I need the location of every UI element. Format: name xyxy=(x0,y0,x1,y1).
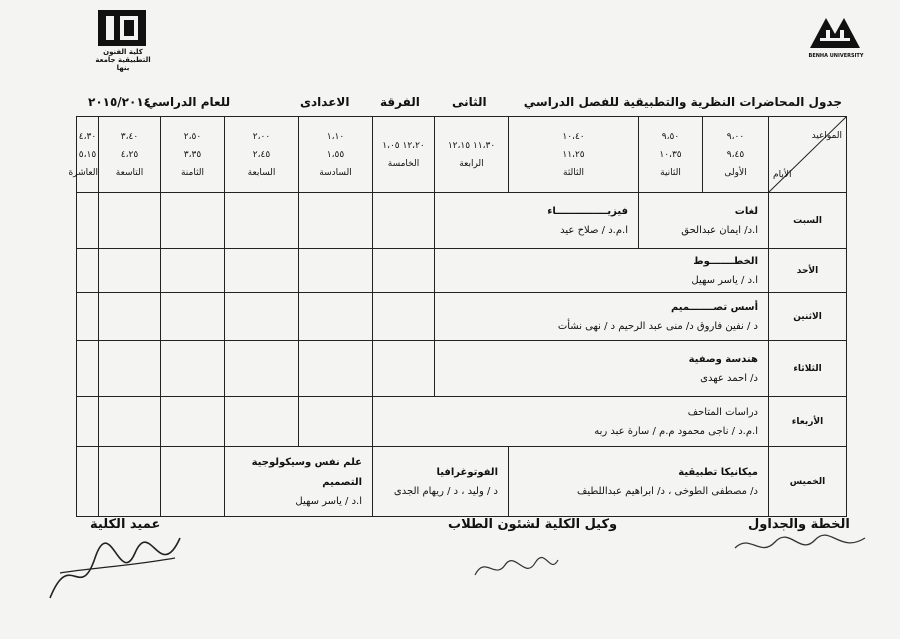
vice-dean-label: وكيل الكلية لشئون الطلاب xyxy=(448,517,618,532)
monday-design-cell: أسس تصـــــــميم د / نفين فاروق د/ منى عبد الرحيم د / نهى نشأت xyxy=(435,293,769,341)
grade-label: الفرقة xyxy=(380,95,420,109)
saturday-languages-cell: لغات ا.د/ ايمان عبدالحق xyxy=(639,193,769,249)
vice-dean-signature xyxy=(470,545,560,585)
schedule-table xyxy=(68,116,847,517)
period-header-6: ١،١٠ ١،٥٥ السادسة xyxy=(299,117,373,193)
college-caption: كلية الفنون التطبيقية جامعة بنها xyxy=(95,48,151,72)
thursday-mechanics-cell: ميكانيكا تطبيقية د/ مصطفى الطوخى ، د/ ابراهيم عبداللطيف xyxy=(509,447,769,517)
period-header-3: ١٠،٤٠ ١١،٢٥ الثالثة xyxy=(509,117,639,193)
semester: الثانى xyxy=(452,95,487,109)
days-label: الأيام xyxy=(773,170,792,180)
university-caption: BENHA UNIVERSITY xyxy=(808,53,864,59)
sunday-calligraphy-cell: الخطـــــــوط ا.د / ياسر سهيل xyxy=(435,249,769,293)
wednesday-museums-cell: دراسات المتاحف ا.م.د / ناجى محمود م.م / سارة عبد ربه xyxy=(373,397,769,447)
period-header-8: ٢،٥٠ ٣،٣٥ الثامنة xyxy=(161,117,225,193)
thursday-photography-cell: الفوتوغرافيا د / وليد ، د / ريهام الجدى xyxy=(373,447,509,517)
day-tuesday: الثلاثاء xyxy=(769,341,847,397)
day-saturday: السبت xyxy=(769,193,847,249)
day-sunday: الأحد xyxy=(769,249,847,293)
planning-label: الخطة والجداول xyxy=(748,517,850,532)
thursday-psychology-cell: علم نفس وسيكولوجية التصميم ا.د / ياسر سهيل xyxy=(225,447,373,517)
saturday-physics-cell: فيزيـــــــــــــــاء ا.م.د / صلاح عيد xyxy=(435,193,639,249)
period-header-5: ١٢،٢٠ ١،٠٥ الخامسة xyxy=(373,117,435,193)
tuesday-geometry-cell: هندسة وصفية د/ احمد عهدى xyxy=(435,341,769,397)
day-thursday: الخميس xyxy=(769,447,847,517)
period-header-4: ١١،٣٠ ١٢،١٥ الرابعة xyxy=(435,117,509,193)
period-header-9: ٣،٤٠ ٤،٢٥ التاسعة xyxy=(99,117,161,193)
period-header-7: ٢،٠٠ ٢،٤٥ السابعة xyxy=(225,117,299,193)
day-wednesday: الأربعاء xyxy=(769,397,847,447)
dean-signature xyxy=(40,528,190,608)
period-header-2: ٩،٥٠ ١٠،٣٥ الثانية xyxy=(639,117,703,193)
grade: الاعدادى xyxy=(300,95,350,109)
academic-year: ٢٠١٥/٢٠١٤ xyxy=(88,95,151,109)
period-header-10: ٤،٣٠ ٥،١٥ العاشرة xyxy=(77,117,99,193)
dean-label: عميد الكلية xyxy=(90,517,161,532)
times-label: المواعيد xyxy=(811,131,842,141)
university-logo xyxy=(806,10,864,50)
header-corner-cell xyxy=(769,117,847,193)
planning-signature xyxy=(730,528,870,564)
period-header-1: ٩،٠٠ ٩،٤٥ الأولى xyxy=(703,117,769,193)
schedule-title: جدول المحاضرات النظرية والتطبيقية للفصل الدراسي xyxy=(523,95,842,109)
year-label: للعام الدراسي xyxy=(146,95,231,109)
college-logo xyxy=(98,10,146,46)
day-monday: الاثنين xyxy=(769,293,847,341)
